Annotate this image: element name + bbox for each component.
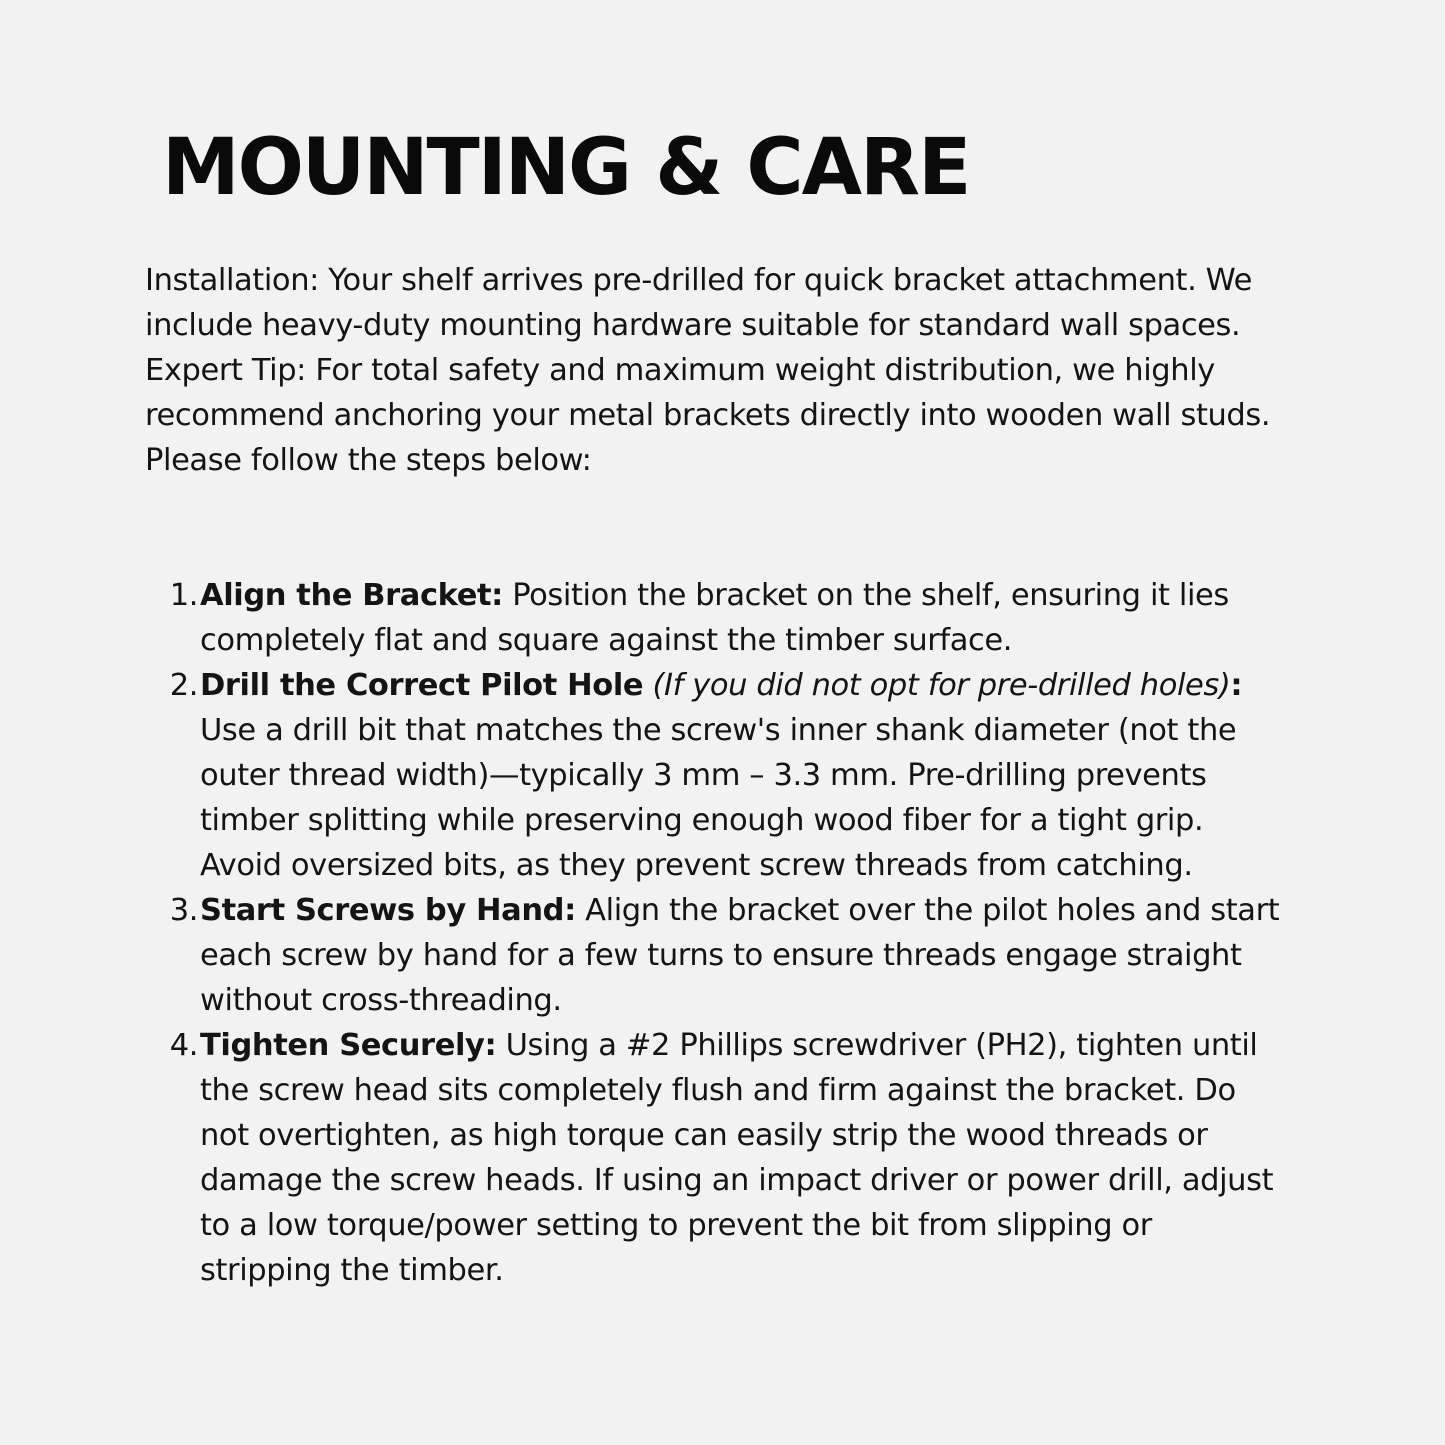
step-colon: : bbox=[1230, 668, 1243, 703]
step-title: Align the Bracket: bbox=[200, 578, 503, 613]
step-title: Start Screws by Hand: bbox=[200, 893, 576, 928]
step-text: Position the bracket on the shelf, ensuring it lies completely flat and square against the timber surface. bbox=[200, 578, 1229, 658]
step-text: Using a #2 Phillips screwdriver (PH2), tighten until the screw head sits completely flush and firm against the bracket. Do not overtighten, as high torque can easily strip the wood threads or damage the screw heads. If using an impact driver or power drill, adjust to a low torque/power setting to prevent the bit from slipping or stripping the timber. bbox=[200, 1028, 1274, 1288]
steps-list bbox=[145, 573, 1285, 1293]
step-text: Use a drill bit that matches the screw's inner shank diameter (not the outer thread width)—typically 3 mm – 3.3 mm. Pre-drilling prevents timber splitting while preserving enough wood fiber for a tight grip. Avoid oversized bits, as they prevent screw threads from catching. bbox=[200, 713, 1237, 883]
step-item-1 bbox=[145, 573, 1285, 663]
step-item-3 bbox=[145, 888, 1285, 1023]
step-number: 2. bbox=[169, 668, 198, 703]
step-text: Align the bracket over the pilot holes and start each screw by hand for a few turns to ensure threads engage straight without cross-threading. bbox=[200, 893, 1280, 1018]
step-title: Tighten Securely: bbox=[200, 1028, 497, 1063]
step-item-4 bbox=[145, 1023, 1285, 1293]
intro-paragraph: Installation: Your shelf arrives pre-drilled for quick bracket attachment. We include heavy-duty mounting hardware suitable for standard wall spaces. Expert Tip: For total safety and maximum weight distribution, we highly recommend anchoring your metal brackets directly into wooden wall studs. Please follow the steps below: bbox=[145, 263, 1271, 478]
step-number: 3. bbox=[169, 893, 198, 928]
step-title: Drill the Correct Pilot Hole bbox=[200, 668, 644, 703]
step-note: (If you did not opt for pre-drilled holes) bbox=[652, 668, 1231, 703]
step-number: 4. bbox=[169, 1028, 198, 1063]
page-title: MOUNTING & CARE bbox=[162, 123, 970, 213]
step-number: 1. bbox=[169, 578, 198, 613]
step-item-2 bbox=[145, 663, 1285, 888]
